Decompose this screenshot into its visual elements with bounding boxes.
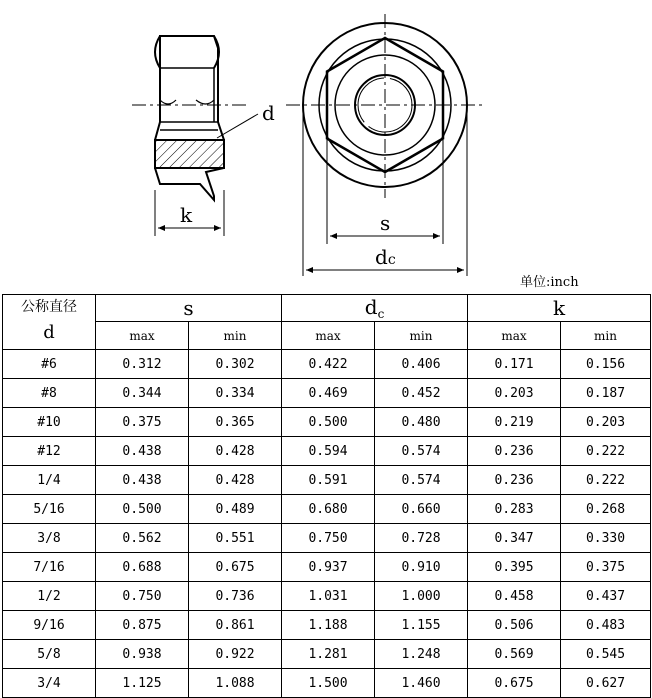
dc-min-cell: 0.574 <box>375 437 468 466</box>
s-min-cell: 0.302 <box>189 350 282 379</box>
s-min-cell: 0.489 <box>189 495 282 524</box>
dc-min-cell: 1.000 <box>375 582 468 611</box>
k-min-cell: 0.375 <box>561 553 651 582</box>
dc-max-cell: 0.469 <box>282 379 375 408</box>
s-min-cell: 0.675 <box>189 553 282 582</box>
k-min-cell: 0.437 <box>561 582 651 611</box>
k-min-cell: 0.483 <box>561 611 651 640</box>
k-max-cell: 0.569 <box>468 640 561 669</box>
table-body <box>3 350 651 698</box>
dc-max-cell: 0.591 <box>282 466 375 495</box>
dc-min-cell: 0.480 <box>375 408 468 437</box>
k-min-cell: 0.187 <box>561 379 651 408</box>
k-min-header: min <box>561 322 651 350</box>
size-cell: #12 <box>3 437 96 466</box>
group-header-row <box>3 295 651 322</box>
size-cell: 5/8 <box>3 640 96 669</box>
s-max-header: max <box>96 322 189 350</box>
k-max-cell: 0.395 <box>468 553 561 582</box>
dc-max-cell: 1.188 <box>282 611 375 640</box>
k-max-cell: 0.675 <box>468 669 561 698</box>
s-max-cell: 0.438 <box>96 437 189 466</box>
size-cell: 7/16 <box>3 553 96 582</box>
table-row <box>3 553 651 582</box>
dc-min-cell: 1.460 <box>375 669 468 698</box>
dc-max-header: max <box>282 322 375 350</box>
k-min-cell: 0.545 <box>561 640 651 669</box>
dc-max-cell: 1.031 <box>282 582 375 611</box>
s-dim-label: s <box>380 211 391 235</box>
k-dim-label: k <box>180 203 193 227</box>
table-row <box>3 524 651 553</box>
s-group-header: s <box>96 295 282 322</box>
table-row <box>3 437 651 466</box>
s-min-cell: 0.365 <box>189 408 282 437</box>
k-max-cell: 0.236 <box>468 466 561 495</box>
k-max-cell: 0.236 <box>468 437 561 466</box>
s-min-cell: 0.736 <box>189 582 282 611</box>
k-max-cell: 0.219 <box>468 408 561 437</box>
dc-max-cell: 0.680 <box>282 495 375 524</box>
k-min-cell: 0.222 <box>561 466 651 495</box>
table-row <box>3 350 651 379</box>
nominal-diameter-header <box>3 295 96 350</box>
dc-max-cell: 0.500 <box>282 408 375 437</box>
dc-min-cell: 0.574 <box>375 466 468 495</box>
dc-max-cell: 0.750 <box>282 524 375 553</box>
s-max-cell: 1.125 <box>96 669 189 698</box>
dc-min-cell: 0.406 <box>375 350 468 379</box>
s-max-cell: 0.875 <box>96 611 189 640</box>
size-cell: #6 <box>3 350 96 379</box>
nominal-diameter-cn: 公称直径 <box>21 299 77 315</box>
dc-min-cell: 1.248 <box>375 640 468 669</box>
s-max-cell: 0.938 <box>96 640 189 669</box>
k-min-cell: 0.222 <box>561 437 651 466</box>
s-max-cell: 0.438 <box>96 466 189 495</box>
dc-max-cell: 0.422 <box>282 350 375 379</box>
k-max-cell: 0.171 <box>468 350 561 379</box>
dc-min-cell: 0.728 <box>375 524 468 553</box>
table-row <box>3 379 651 408</box>
dc-max-cell: 1.500 <box>282 669 375 698</box>
flange-nut-technical-drawing <box>0 0 652 294</box>
k-max-header: max <box>468 322 561 350</box>
k-max-cell: 0.347 <box>468 524 561 553</box>
table-row <box>3 640 651 669</box>
dc-min-cell: 0.910 <box>375 553 468 582</box>
s-max-cell: 0.750 <box>96 582 189 611</box>
sub-header-row <box>3 322 651 350</box>
size-cell: 3/8 <box>3 524 96 553</box>
table-row <box>3 669 651 698</box>
table-row <box>3 408 651 437</box>
dc-max-cell: 1.281 <box>282 640 375 669</box>
s-min-cell: 0.922 <box>189 640 282 669</box>
size-cell: #10 <box>3 408 96 437</box>
size-cell: #8 <box>3 379 96 408</box>
s-min-cell: 0.551 <box>189 524 282 553</box>
side-view <box>155 36 224 200</box>
s-max-cell: 0.375 <box>96 408 189 437</box>
dimension-table <box>2 294 651 698</box>
s-min-cell: 1.088 <box>189 669 282 698</box>
dc-max-cell: 0.937 <box>282 553 375 582</box>
table-row <box>3 611 651 640</box>
k-min-cell: 0.156 <box>561 350 651 379</box>
s-min-cell: 0.334 <box>189 379 282 408</box>
unit-label: 单位:inch <box>520 275 579 290</box>
k-max-cell: 0.203 <box>468 379 561 408</box>
s-max-cell: 0.500 <box>96 495 189 524</box>
d-dim-label: d <box>262 101 275 125</box>
d-leader-line <box>217 114 258 138</box>
s-min-header: min <box>189 322 282 350</box>
k-min-cell: 0.330 <box>561 524 651 553</box>
s-min-cell: 0.428 <box>189 466 282 495</box>
s-max-cell: 0.344 <box>96 379 189 408</box>
dc-group-header: $d_c$ <box>282 295 468 322</box>
size-cell: 3/4 <box>3 669 96 698</box>
size-cell: 9/16 <box>3 611 96 640</box>
table-row <box>3 495 651 524</box>
dc-min-cell: 1.155 <box>375 611 468 640</box>
k-min-cell: 0.268 <box>561 495 651 524</box>
dc-dim-label: dc <box>375 245 396 269</box>
size-cell: 5/16 <box>3 495 96 524</box>
table-row <box>3 582 651 611</box>
dc-min-cell: 0.452 <box>375 379 468 408</box>
size-cell: 1/4 <box>3 466 96 495</box>
dc-min-cell: 0.660 <box>375 495 468 524</box>
dc-min-header: min <box>375 322 468 350</box>
k-min-cell: 0.203 <box>561 408 651 437</box>
k-max-cell: 0.458 <box>468 582 561 611</box>
s-min-cell: 0.861 <box>189 611 282 640</box>
s-max-cell: 0.562 <box>96 524 189 553</box>
k-max-cell: 0.506 <box>468 611 561 640</box>
s-max-cell: 0.688 <box>96 553 189 582</box>
nominal-diameter-d: d <box>43 322 55 343</box>
s-max-cell: 0.312 <box>96 350 189 379</box>
size-cell: 1/2 <box>3 582 96 611</box>
dc-max-cell: 0.594 <box>282 437 375 466</box>
table-row <box>3 466 651 495</box>
k-group-header: k <box>468 295 651 322</box>
s-min-cell: 0.428 <box>189 437 282 466</box>
k-max-cell: 0.283 <box>468 495 561 524</box>
k-min-cell: 0.627 <box>561 669 651 698</box>
